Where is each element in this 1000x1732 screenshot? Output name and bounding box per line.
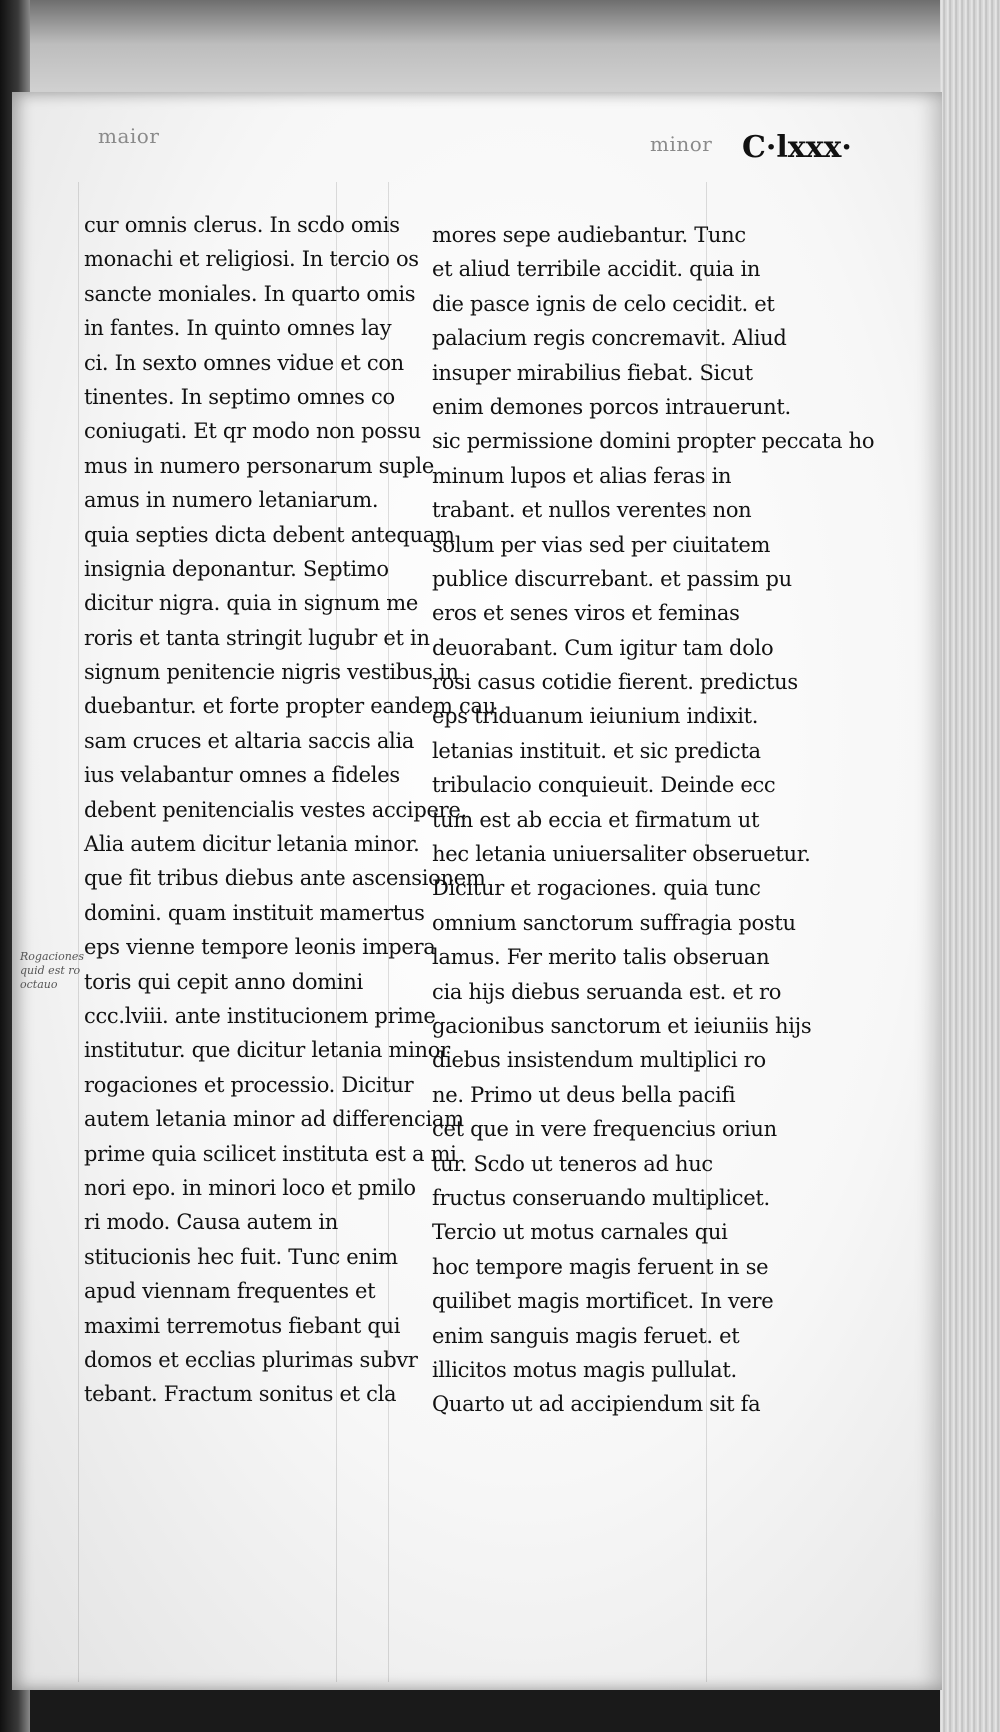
text-line: diebus insistendum multiplici ro — [432, 1048, 766, 1073]
text-line: insuper mirabilius fiebat. Sicut — [432, 360, 753, 385]
text-line: eps triduanum ieiunium indixit. — [432, 704, 759, 729]
text-line: cur omnis clerus. In scdo omis — [84, 213, 400, 237]
text-line: autem letania minor ad differenciam — [84, 1107, 464, 1132]
margin-note-line: octauo — [20, 978, 58, 991]
text-line: sam cruces et altaria saccis alia — [84, 728, 415, 753]
text-line: enim demones porcos intrauerunt. — [432, 394, 791, 419]
text-line: gacionibus sanctorum et ieiuniis hijs — [432, 1013, 812, 1038]
text-line: et aliud terribile accidit. quia in — [432, 257, 761, 282]
text-line: debent penitencialis vestes accipere. — [84, 797, 467, 822]
text-line: domos et ecclias plurimas subvr — [84, 1347, 418, 1372]
text-line: letanias instituit. et sic predicta — [432, 738, 761, 763]
text-line: duebantur. et forte propter eandem cau — [84, 694, 496, 719]
text-line: tum est ab eccia et firmatum ut — [432, 807, 760, 832]
text-line: sancte moniales. In quarto omis — [84, 281, 416, 306]
text-line: rosi casus cotidie fierent. predictus — [432, 670, 798, 695]
text-line: hec letania uniuersaliter obseruetur. — [432, 842, 811, 867]
text-line: ius velabantur omnes a fideles — [84, 763, 400, 788]
text-line: tinentes. In septimo omnes co — [84, 384, 395, 409]
margin-note — [20, 950, 84, 992]
text-line: deuorabant. Cum igitur tam dolo — [432, 635, 774, 660]
page-edges — [940, 0, 1000, 1732]
text-column-left — [84, 208, 496, 1412]
text-line: nori epo. in minori loco et pmilo — [84, 1175, 416, 1200]
text-line: minum lupos et alias feras in — [432, 463, 732, 488]
text-line: stitucionis hec fuit. Tunc enim — [84, 1244, 398, 1269]
text-line: maximi terremotus fiebant qui — [84, 1313, 401, 1338]
text-line: coniugati. Et qr modo non possu — [84, 419, 421, 444]
text-line: palacium regis concremavit. Aliud — [432, 326, 787, 351]
folio-number: C·lxxx· — [742, 130, 852, 165]
text-line: que fit tribus diebus ante ascensionem — [84, 866, 486, 891]
text-line: sic permissione domini propter peccata ho — [432, 429, 875, 454]
text-line: mores sepe audiebantur. Tunc — [432, 223, 746, 247]
text-line: tur. Scdo ut teneros ad huc — [432, 1151, 713, 1176]
text-line: quilibet magis mortificet. In vere — [432, 1289, 774, 1314]
text-line: lamus. Fer merito talis obseruan — [432, 945, 770, 970]
text-line: domini. quam instituit mamertus — [84, 900, 425, 925]
text-line: dicitur nigra. quia in signum me — [84, 591, 419, 616]
text-line: signum penitencie nigris vestibus in — [84, 660, 459, 685]
text-line: mus in numero personarum suple — [84, 453, 434, 478]
text-line: in fantes. In quinto omnes lay — [84, 316, 392, 341]
text-line: monachi et religiosi. In tercio os — [84, 247, 419, 272]
text-line: die pasce ignis de celo cecidit. et — [432, 291, 775, 316]
text-line: publice discurrebant. et passim pu — [432, 566, 792, 591]
text-line: trabant. et nullos verentes non — [432, 498, 752, 523]
text-line: tribulacio conquieuit. Deinde ecc — [432, 773, 776, 798]
text-line: tebant. Fractum sonitus et cla — [84, 1382, 397, 1407]
text-line: cet que in vere frequencius oriun — [432, 1117, 777, 1142]
text-line: ri modo. Causa autem in — [84, 1210, 338, 1235]
running-head-right: minor — [650, 132, 713, 156]
text-line: institutur. que dicitur letania minor — [84, 1038, 450, 1063]
text-line: rogaciones et processio. Dicitur — [84, 1072, 414, 1097]
text-line: amus in numero letaniarum. — [84, 488, 379, 513]
text-line: Tercio ut motus carnales qui — [432, 1220, 728, 1245]
text-line: ne. Primo ut deus bella pacifi — [432, 1082, 736, 1107]
text-line: ccc.lviii. ante institucionem prime — [84, 1003, 436, 1028]
margin-note-line: quid est ro — [20, 964, 81, 977]
text-line: omnium sanctorum suffragia postu — [432, 910, 796, 935]
margin-note-line: Rogaciones — [20, 950, 85, 963]
text-line: illicitos motus magis pullulat. — [432, 1357, 737, 1382]
ruling-line — [78, 182, 79, 1682]
text-line: Alia autem dicitur letania minor. — [84, 832, 420, 857]
text-line: eps vienne tempore leonis impera — [84, 935, 436, 960]
text-column-right — [432, 218, 875, 1422]
text-line: toris qui cepit anno domini — [84, 969, 363, 994]
text-line: hoc tempore magis feruent in se — [432, 1254, 769, 1279]
text-line: prime quia scilicet instituta est a mi — [84, 1141, 457, 1166]
text-line: quia septies dicta debent antequam — [84, 522, 455, 547]
text-line: ci. In sexto omnes vidue et con — [84, 350, 404, 375]
text-line: Dicitur et rogaciones. quia tunc — [432, 876, 761, 901]
text-line: roris et tanta stringit lugubr et in — [84, 625, 430, 650]
text-line: cia hijs diebus seruanda est. et ro — [432, 979, 782, 1004]
text-line: solum per vias sed per ciuitatem — [432, 532, 771, 557]
text-line: fructus conseruando multiplicet. — [432, 1185, 770, 1210]
text-line: apud viennam frequentes et — [84, 1279, 376, 1304]
text-line: eros et senes viros et feminas — [432, 601, 740, 626]
running-head-left: maior — [98, 124, 160, 148]
text-line: enim sanguis magis feruet. et — [432, 1323, 740, 1348]
text-line: insignia deponantur. Septimo — [84, 556, 389, 581]
text-line: Quarto ut ad accipiendum sit fa — [432, 1392, 761, 1417]
